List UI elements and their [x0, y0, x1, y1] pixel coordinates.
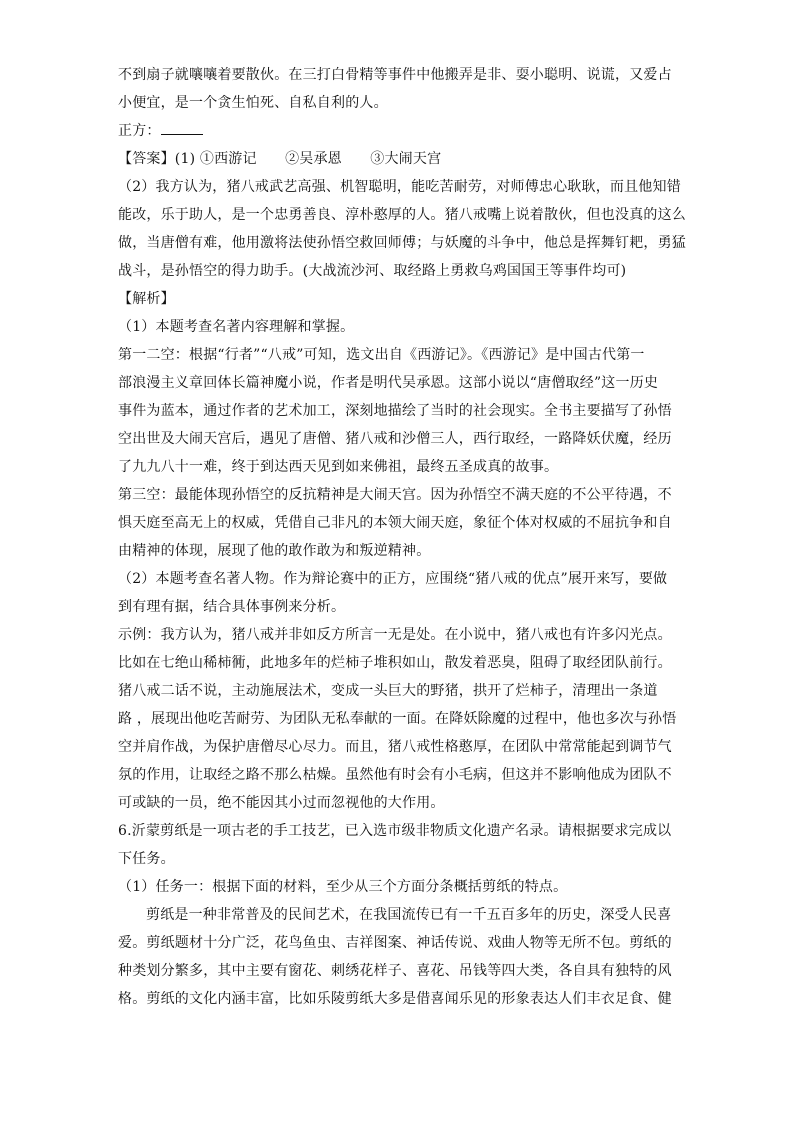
text-line: 到有理有据，结合具体事例来分析。: [118, 599, 346, 615]
question-6-line: 6.沂蒙剪纸是一项古老的手工技艺，已入选市级非物质文化遗产名录。请根据要求完成以: [118, 823, 672, 839]
text-line: 事件为蓝本，通过作者的艺术加工，深刻地描绘了当时的社会现实。全书主要描写了孙悟: [118, 403, 672, 419]
text-line: 小便宜，是一个贪生怕死、自私自利的人。: [118, 95, 388, 111]
material-paragraph-line: 格。剪纸的文化内涵丰富，比如乐陵剪纸大多是借喜闻乐见的形象表达人们丰衣足食、健: [118, 991, 672, 1007]
text-line: 示例：我方认为，猪八戒并非如反方所言一无是处。在小说中，猪八戒也有许多闪光点。: [118, 627, 672, 643]
material-paragraph-line: 种类划分繁多，其中主要有窗花、刺绣花样子、喜花、吊钱等四大类，各自具有独特的风: [118, 963, 672, 979]
text-line: 比如在七绝山稀柿衕，此地多年的烂柿子堆积如山，散发着恶臭，阻碍了取经团队前行。: [118, 655, 672, 671]
label-zhengfang: 正方：: [118, 123, 161, 139]
text-line: 惧天庭至高无上的权威，凭借自己非凡的本领大闹天庭，象征个体对权威的不屈抗争和自: [118, 515, 672, 531]
text-line: 第三空：最能体现孙悟空的反抗精神是大闹天宫。因为孙悟空不满天庭的不公平待遇，不: [118, 487, 672, 503]
text-line: （2）本题考查名著人物。作为辩论赛中的正方，应围绕“猪八戒的优点”展开来写，要做: [118, 571, 668, 587]
text-line: （2）我方认为，猪八戒武艺高强、机智聪明，能吃苦耐劳，对师傅忠心耿耿，而且他知错: [118, 179, 681, 195]
text-line: 部浪漫主义章回体长篇神魔小说，作者是明代吴承恩。这部小说以“唐僧取经”这一历史: [118, 375, 659, 391]
answer-heading-line: 【答案】(1) ①西游记 ②吴承恩 ③大闹天宫: [118, 151, 442, 167]
text-line: 第一二空：根据“行者”“八戒”可知，选文出自《西游记》。《西游记》是中国古代第一: [118, 347, 645, 363]
answer-blank: [161, 122, 203, 135]
text-line: 空出世及大闹天宫后，遇见了唐僧、猪八戒和沙僧三人，西行取经，一路降妖伏魔，经历: [118, 431, 672, 447]
task-1-line: （1）任务一：根据下面的材料，至少从三个方面分条概括剪纸的特点。: [118, 879, 568, 895]
text-line: （1）本题考查名著内容理解和掌握。: [118, 319, 355, 335]
text-line: 氛的作用，让取经之路不那么枯燥。虽然他有时会有小毛病，但这并不影响他成为团队不: [118, 767, 672, 783]
text-line: 猪八戒二话不说，主动施展法术，变成一头巨大的野猪，拱开了烂柿子，清理出一条道: [118, 683, 658, 699]
text-line: 战斗，是孙悟空的得力助手。(大战流沙河、取经路上勇救乌鸡国国王等事件均可): [118, 263, 627, 279]
text-line: 不到扇子就嚷嚷着要散伙。在三打白骨精等事件中他搬弄是非、耍小聪明、说谎，又爱占: [118, 67, 672, 83]
text-line: 路 ，展现出他吃苦耐劳、为团队无私奉献的一面。在降妖除魔的过程中，他也多次与孙悟: [118, 711, 677, 727]
text-line: 可或缺的一员，绝不能因其小过而忽视他的大作用。: [118, 795, 445, 811]
text-line: 下任务。: [118, 851, 175, 867]
text-line: 由精神的体现，展现了他的敢作敢为和叛逆精神。: [118, 543, 431, 559]
material-paragraph-line: 爱。剪纸题材十分广泛，花鸟鱼虫、吉祥图案、神话传说、戏曲人物等无所不包。剪纸的: [118, 935, 672, 951]
text-line: 了九九八十一难，终于到达西天见到如来佛祖，最终五圣成真的故事。: [118, 459, 559, 475]
text-line: 做，当唐僧有难，他用激将法使孙悟空救回师傅；与妖魔的斗争中，他总是挥舞钉耙，勇猛: [118, 235, 686, 251]
text-line: 空并肩作战，为保护唐僧尽心尽力。而且，猪八戒性格憨厚，在团队中常常能起到调节气: [118, 739, 672, 755]
text-line: 能改，乐于助人，是一个忠勇善良、淳朴憨厚的人。猪八戒嘴上说着散伙，但也没真的这么: [118, 207, 686, 223]
analysis-heading: 【解析】: [118, 291, 175, 307]
text-line-with-blank: [118, 122, 203, 140]
material-paragraph-line: 剪纸是一种非常普及的民间艺术，在我国流传已有一千五百多年的历史，深受人民喜: [146, 907, 672, 923]
